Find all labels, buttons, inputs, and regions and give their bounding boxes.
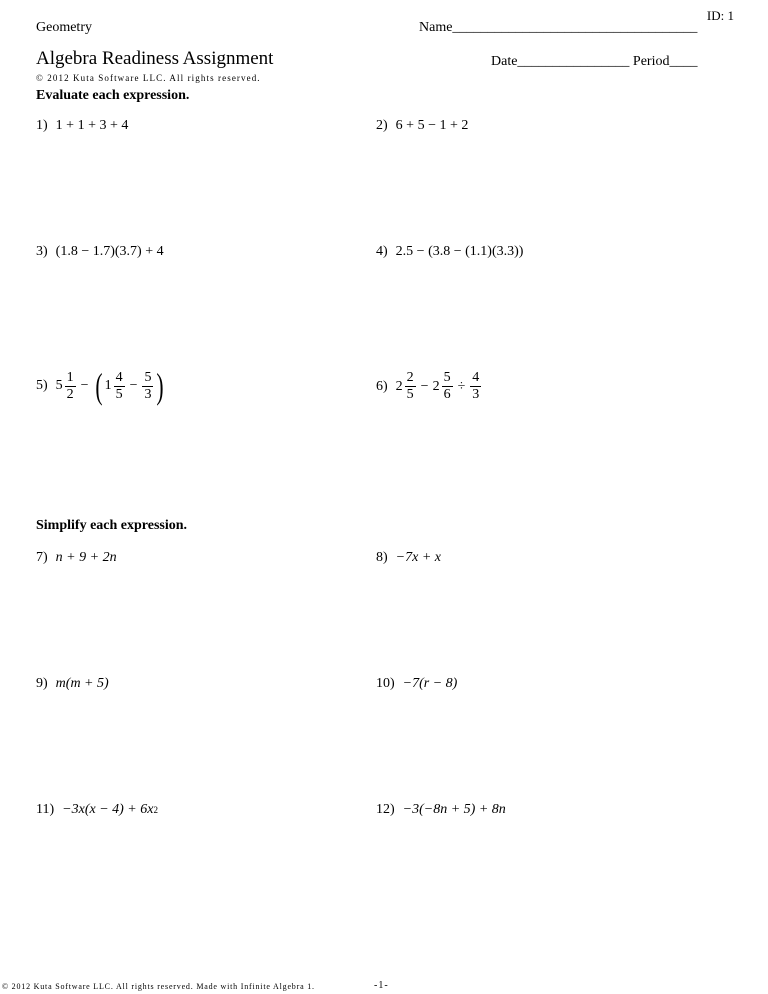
numerator: 1 xyxy=(66,369,74,385)
footer-copyright: © 2012 Kuta Software LLC. All rights reserved. Made with Infinite Algebra 1. xyxy=(2,982,315,991)
problem-expression: 6 + 5 − 1 + 2 xyxy=(395,118,469,133)
problem-2 xyxy=(376,118,468,134)
problem-expression xyxy=(62,802,158,818)
mixed-whole: 1 xyxy=(104,378,112,393)
fraction xyxy=(405,370,416,403)
fraction xyxy=(142,370,153,403)
problem-number: 12) xyxy=(376,802,395,817)
denominator: 3 xyxy=(472,387,480,402)
problem-number: 7) xyxy=(36,550,48,565)
problem-number: 9) xyxy=(36,676,48,691)
worksheet-id: ID: 1 xyxy=(706,8,734,23)
denominator: 5 xyxy=(115,386,123,402)
numerator: 4 xyxy=(472,370,480,385)
fraction xyxy=(65,370,76,403)
problem-expression: −3(−8n + 5) + 8n xyxy=(402,802,506,817)
problem-number: 11) xyxy=(36,802,55,817)
problem-expression: (1.8 − 1.7)(3.7) + 4 xyxy=(55,244,164,259)
problem-1 xyxy=(36,118,128,134)
problem-expression: n + 9 + 2n xyxy=(55,550,117,565)
operator: − xyxy=(129,378,138,393)
operator: − xyxy=(420,378,429,394)
fraction xyxy=(442,370,453,403)
open-paren: ( xyxy=(94,366,103,406)
problem-expression xyxy=(396,370,483,403)
close-paren: ) xyxy=(156,366,165,406)
problem-expression xyxy=(56,368,167,404)
problem-7 xyxy=(36,550,117,566)
operator: ÷ xyxy=(457,378,466,394)
problem-12 xyxy=(376,802,506,818)
numerator: 4 xyxy=(115,369,123,385)
problem-11 xyxy=(36,802,158,818)
problem-expression: m(m + 5) xyxy=(55,676,109,691)
name-field-line: Name___________________________________ xyxy=(419,20,698,35)
denominator: 5 xyxy=(406,387,414,402)
problem-number: 10) xyxy=(376,676,395,691)
problem-number: 6) xyxy=(376,378,388,394)
operator: − xyxy=(80,378,89,393)
worksheet-title: Algebra Readiness Assignment xyxy=(36,48,274,69)
fraction xyxy=(470,370,481,403)
problem-number: 8) xyxy=(376,550,388,565)
problem-expression: −7x + x xyxy=(395,550,441,565)
problem-expression: −7(r − 8) xyxy=(402,676,458,691)
denominator: 3 xyxy=(144,386,152,402)
problem-number: 2) xyxy=(376,118,388,133)
date-period-line: Date________________ Period____ xyxy=(491,54,698,69)
expression-text: −3x(x − 4) + 6x xyxy=(62,802,154,817)
section-heading-evaluate: Evaluate each expression. xyxy=(36,88,190,103)
problem-10 xyxy=(376,676,457,692)
exponent: 2 xyxy=(153,805,158,815)
problem-4 xyxy=(376,244,523,260)
problem-number: 1) xyxy=(36,118,48,133)
numerator: 2 xyxy=(406,370,414,385)
mixed-whole: 2 xyxy=(432,378,440,394)
header-copyright: © 2012 Kuta Software LLC. All rights reserved. xyxy=(36,73,261,83)
problem-number: 5) xyxy=(36,378,48,393)
numerator: 5 xyxy=(443,370,451,385)
fraction xyxy=(114,370,125,403)
mixed-whole: 5 xyxy=(55,378,63,393)
problem-number: 3) xyxy=(36,244,48,259)
problem-6 xyxy=(376,370,482,403)
denominator: 6 xyxy=(443,387,451,402)
problem-5 xyxy=(36,368,166,404)
denominator: 2 xyxy=(66,386,74,402)
problem-expression: 1 + 1 + 3 + 4 xyxy=(55,118,129,133)
section-heading-simplify: Simplify each expression. xyxy=(36,518,188,533)
problem-expression: 2.5 − (3.8 − (1.1)(3.3)) xyxy=(395,244,524,259)
problem-number: 4) xyxy=(376,244,388,259)
numerator: 5 xyxy=(144,369,152,385)
problem-3 xyxy=(36,244,164,260)
mixed-whole: 2 xyxy=(395,378,403,394)
problem-9 xyxy=(36,676,109,692)
course-name: Geometry xyxy=(36,20,92,35)
page-number: -1- xyxy=(374,980,389,991)
problem-8 xyxy=(376,550,441,566)
